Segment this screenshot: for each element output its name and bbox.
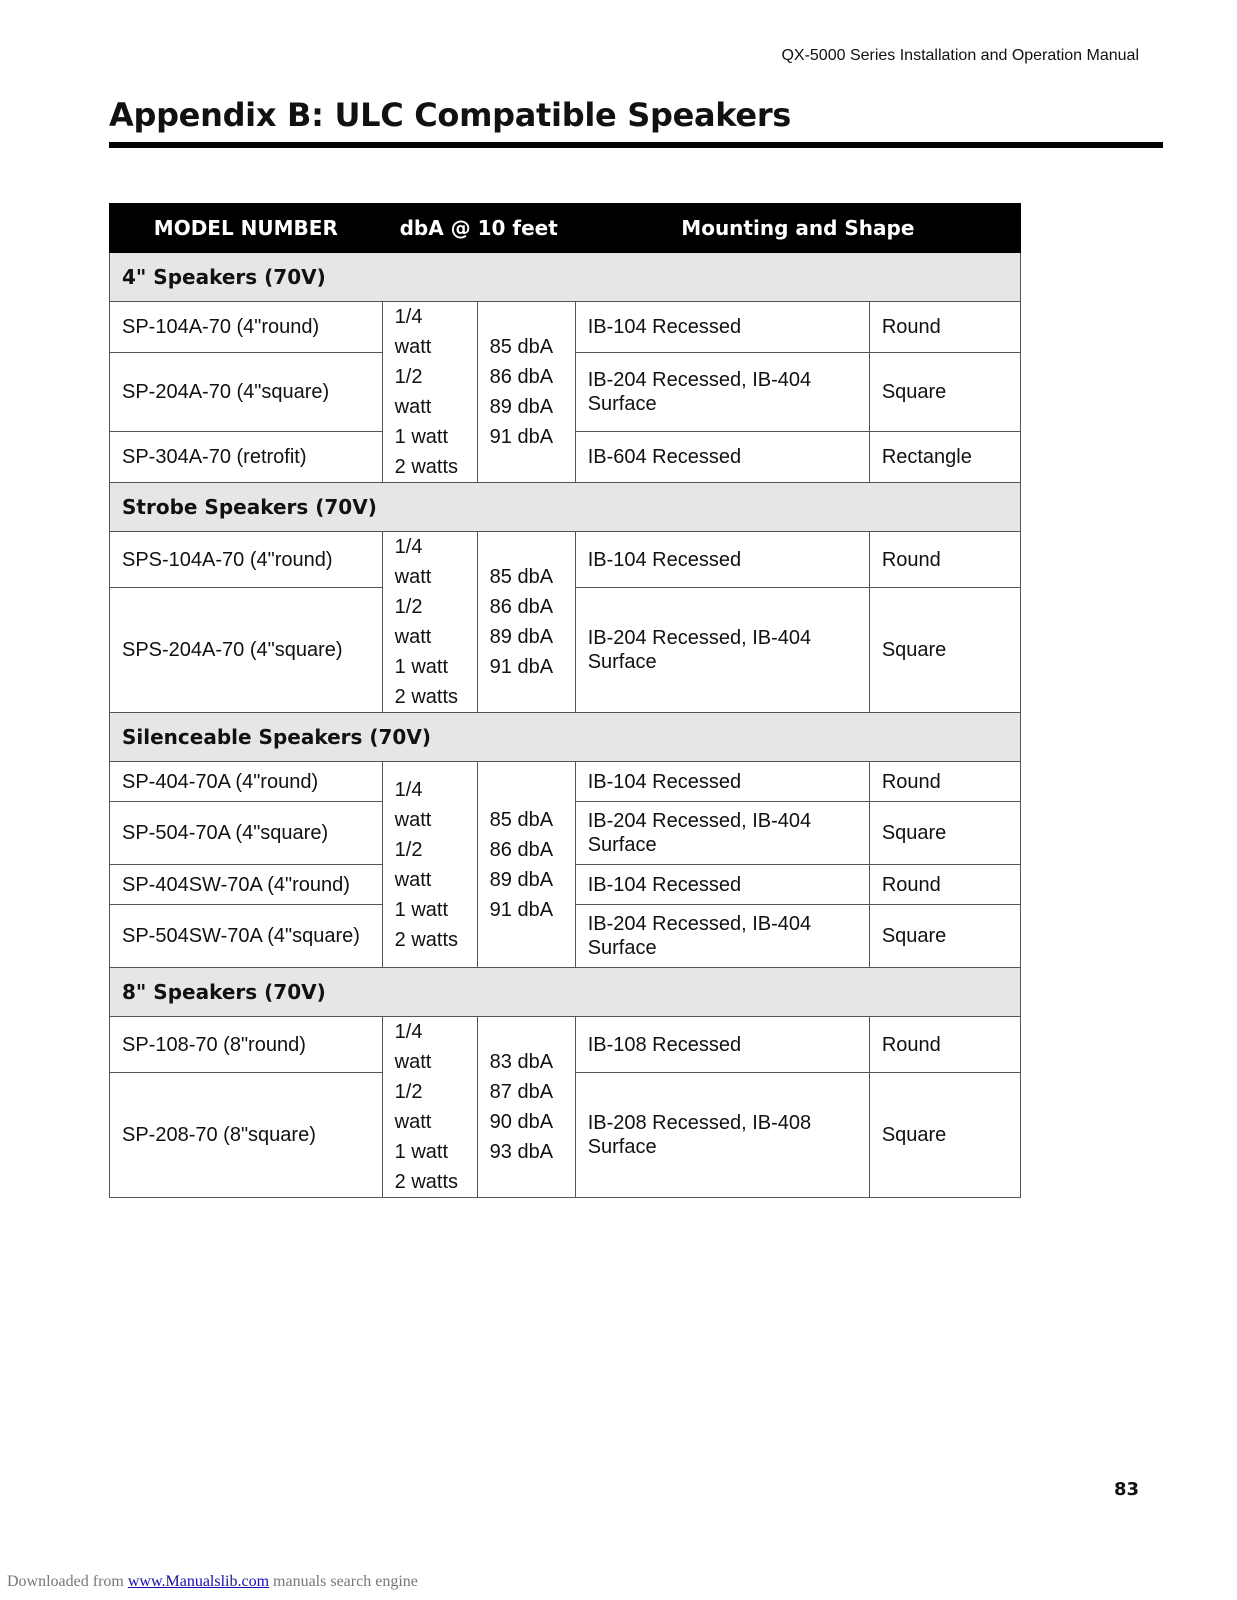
title-rule xyxy=(109,142,1163,148)
shape-cell: Square xyxy=(869,1073,1020,1198)
watt-value: 1 watt xyxy=(394,656,449,678)
shape-cell: Round xyxy=(869,865,1020,905)
dba-value: 89 dbA xyxy=(489,626,554,648)
shape-cell: Round xyxy=(869,762,1020,802)
footer-suffix: manuals search engine xyxy=(269,1573,418,1590)
group-title: 8" Speakers (70V) xyxy=(110,968,1021,1017)
col-header-model: MODEL NUMBER xyxy=(110,204,383,253)
mounting-cell: IB-104 Recessed xyxy=(575,762,869,802)
dba-value: 93 dbA xyxy=(489,1141,554,1163)
dba-value: 85 dbA xyxy=(489,808,554,831)
speaker-table xyxy=(109,203,1021,1198)
mounting-cell: IB-208 Recessed, IB-408 Surface xyxy=(575,1073,869,1198)
watt-value: 1/4 watt xyxy=(394,536,432,588)
shape-cell: Square xyxy=(869,905,1020,968)
manualslib-link[interactable]: www.Manualslib.com xyxy=(127,1573,270,1590)
dba-cell xyxy=(477,1017,575,1198)
watt-value: 1/2 watt xyxy=(394,366,432,418)
mounting-cell: IB-104 Recessed xyxy=(575,865,869,905)
page-number: 83 xyxy=(1113,1479,1139,1500)
model-cell: SP-204A-70 (4"square) xyxy=(110,352,383,432)
watt-value: 1/4 watt xyxy=(394,1021,432,1073)
dba-value: 87 dbA xyxy=(489,1081,554,1103)
col-header-dba: dbA @ 10 feet xyxy=(382,204,575,253)
dba-value: 89 dbA xyxy=(489,396,554,418)
dba-value: 91 dbA xyxy=(489,898,554,921)
mounting-cell: IB-108 Recessed xyxy=(575,1017,869,1073)
shape-cell: Square xyxy=(869,802,1020,865)
dba-cell xyxy=(477,762,575,968)
watt-value: 1/2 watt xyxy=(394,1081,432,1133)
watt-value: 1/2 watt xyxy=(394,596,432,648)
model-cell: SP-304A-70 (retrofit) xyxy=(110,432,383,483)
model-cell: SP-104A-70 (4"round) xyxy=(110,302,383,353)
running-header: QX-5000 Series Installation and Operation Manual xyxy=(781,47,1139,64)
table-header-row xyxy=(110,204,1021,253)
model-cell: SP-404-70A (4"round) xyxy=(110,762,383,802)
watts-cell xyxy=(382,532,477,713)
group-header-row xyxy=(110,483,1021,532)
table-row xyxy=(110,1017,1021,1073)
mounting-cell: IB-104 Recessed xyxy=(575,302,869,353)
model-cell: SP-504-70A (4"square) xyxy=(110,802,383,865)
dba-value: 86 dbA xyxy=(489,366,554,388)
watt-value: 2 watts xyxy=(394,1171,459,1193)
model-cell: SPS-104A-70 (4"round) xyxy=(110,532,383,588)
watts-cell xyxy=(382,762,477,968)
watt-value: 2 watts xyxy=(394,456,459,478)
watt-value: 1/4 watt xyxy=(394,778,432,831)
model-cell: SP-208-70 (8"square) xyxy=(110,1073,383,1198)
watt-value: 1 watt xyxy=(394,898,449,921)
dba-value: 86 dbA xyxy=(489,596,554,618)
shape-cell: Rectangle xyxy=(869,432,1020,483)
watts-cell xyxy=(382,1017,477,1198)
group-header-row xyxy=(110,713,1021,762)
mounting-cell: IB-104 Recessed xyxy=(575,532,869,588)
page-title: Appendix B: ULC Compatible Speakers xyxy=(109,96,792,134)
shape-cell: Round xyxy=(869,1017,1020,1073)
watt-value: 1/2 watt xyxy=(394,838,432,891)
watt-value: 2 watts xyxy=(394,686,459,708)
dba-value: 85 dbA xyxy=(489,566,554,588)
dba-value: 86 dbA xyxy=(489,838,554,861)
model-cell: SP-108-70 (8"round) xyxy=(110,1017,383,1073)
mounting-cell: IB-204 Recessed, IB-404 Surface xyxy=(575,352,869,432)
watts-cell xyxy=(382,302,477,483)
table-row xyxy=(110,762,1021,802)
mounting-cell: IB-604 Recessed xyxy=(575,432,869,483)
dba-value: 85 dbA xyxy=(489,336,554,358)
group-title: 4" Speakers (70V) xyxy=(110,253,1021,302)
model-cell: SP-504SW-70A (4"square) xyxy=(110,905,383,968)
group-header-row xyxy=(110,968,1021,1017)
group-title: Silenceable Speakers (70V) xyxy=(110,713,1021,762)
dba-value: 90 dbA xyxy=(489,1111,554,1133)
dba-cell xyxy=(477,302,575,483)
group-header-row xyxy=(110,253,1021,302)
dba-value: 91 dbA xyxy=(489,656,554,678)
table-row xyxy=(110,302,1021,353)
col-header-mounting: Mounting and Shape xyxy=(575,204,1020,253)
dba-value: 83 dbA xyxy=(489,1051,554,1073)
watt-value: 1/4 watt xyxy=(394,306,432,358)
dba-cell xyxy=(477,532,575,713)
mounting-cell: IB-204 Recessed, IB-404 Surface xyxy=(575,588,869,713)
mounting-cell: IB-204 Recessed, IB-404 Surface xyxy=(575,905,869,968)
group-title: Strobe Speakers (70V) xyxy=(110,483,1021,532)
footer xyxy=(7,1573,418,1591)
dba-value: 89 dbA xyxy=(489,868,554,891)
watt-value: 1 watt xyxy=(394,426,449,448)
footer-prefix: Downloaded from xyxy=(7,1573,128,1590)
watt-value: 2 watts xyxy=(394,928,459,951)
shape-cell: Round xyxy=(869,302,1020,353)
shape-cell: Round xyxy=(869,532,1020,588)
shape-cell: Square xyxy=(869,588,1020,713)
dba-value: 91 dbA xyxy=(489,426,554,448)
model-cell: SPS-204A-70 (4"square) xyxy=(110,588,383,713)
watt-value: 1 watt xyxy=(394,1141,449,1163)
table-row xyxy=(110,532,1021,588)
mounting-cell: IB-204 Recessed, IB-404 Surface xyxy=(575,802,869,865)
model-cell: SP-404SW-70A (4"round) xyxy=(110,865,383,905)
shape-cell: Square xyxy=(869,352,1020,432)
